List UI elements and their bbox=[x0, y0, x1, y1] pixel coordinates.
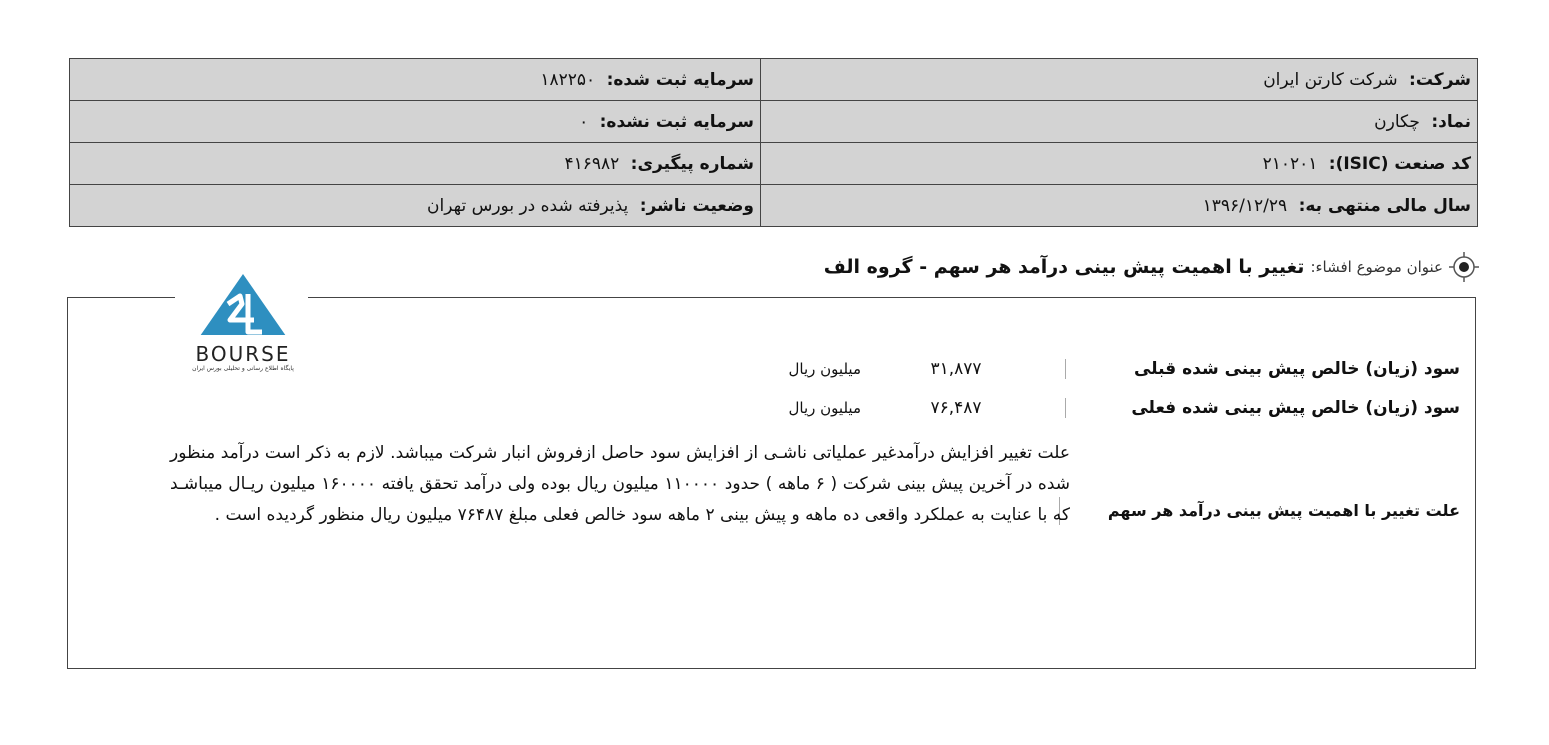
tracking-cell bbox=[70, 143, 761, 185]
reason-label: علت تغییر با اهمیت پیش بینی درآمد هر سهم bbox=[1059, 497, 1462, 525]
bourse-logo-word: BOURSE bbox=[195, 342, 291, 366]
box-top-border-left bbox=[67, 297, 175, 298]
unregistered-capital-label: سرمایه ثبت نشده: bbox=[599, 111, 754, 132]
current-forecast-unit: میلیون ریال bbox=[788, 399, 861, 417]
previous-forecast-label: سود (زیان) خالص پیش بینی شده قبلی bbox=[1065, 359, 1462, 379]
unregistered-capital-cell bbox=[70, 101, 761, 143]
fiscal-year-cell bbox=[761, 185, 1478, 227]
publisher-status-label: وضعیت ناشر: bbox=[639, 195, 754, 216]
isic-cell bbox=[761, 143, 1478, 185]
disclosure-title: تغییر با اهمیت پیش بینی درآمد هر سهم - گروه الف bbox=[823, 256, 1305, 278]
disclosure-title-row bbox=[824, 248, 1479, 286]
tracking-value: ۴۱۶۹۸۲ bbox=[564, 153, 620, 174]
company-cell bbox=[761, 59, 1478, 101]
crosshair-icon bbox=[1449, 252, 1479, 282]
current-forecast-value: ۷۶,۴۸۷ bbox=[930, 398, 982, 418]
bourse-logo-subtitle: پایگاه اطلاع رسانی و تحلیلی بورس ایران bbox=[192, 365, 294, 372]
bourse-logo bbox=[176, 270, 310, 380]
registered-capital-cell bbox=[70, 59, 761, 101]
previous-forecast-value: ۳۱,۸۷۷ bbox=[930, 359, 982, 379]
company-label: شرکت: bbox=[1409, 69, 1471, 90]
unregistered-capital-value: ۰ bbox=[579, 111, 589, 132]
publisher-status-value: پذیرفته شده در بورس تهران bbox=[427, 195, 629, 216]
box-top-border-right bbox=[308, 297, 1476, 298]
tracking-label: شماره پیگیری: bbox=[630, 153, 754, 174]
current-forecast-label: سود (زیان) خالص پیش بینی شده فعلی bbox=[1065, 398, 1462, 418]
symbol-cell bbox=[761, 101, 1478, 143]
reason-text: علت تغییر افزایش درآمدغیر عملیاتی ناشـی از افزایش سود حاصل ازفروش انبار شرکت میباشد. لازم به ذکر است درآمد منظور شده در آخرین پیش بینی شرکت ( ۶ ماهه ) حدود ۱۱۰۰۰۰ میلیون ریال بوده ولی درآمد تحقق یافته ۱۶۰۰۰۰ میلیون ریـال میباشـد که با عنایت به عملکرد واقعی ده ماهه و پیش بینی ۲ ماهه سود خالص فعلی مبلغ ۷۶۴۸۷ میلیون ریال منظور گردیده است . bbox=[170, 443, 1071, 525]
company-info-table bbox=[69, 58, 1478, 227]
current-forecast-row bbox=[789, 394, 1462, 422]
fiscal-year-value: ۱۳۹۶/۱۲/۲۹ bbox=[1202, 195, 1288, 216]
company-value: شرکت کارتن ایران bbox=[1263, 69, 1398, 90]
symbol-value: چکارن bbox=[1374, 111, 1420, 132]
bourse-logo-mark bbox=[176, 270, 310, 340]
previous-forecast-unit: میلیون ریال bbox=[788, 360, 861, 378]
isic-label: کد صنعت (ISIC): bbox=[1328, 153, 1471, 174]
previous-forecast-row bbox=[789, 355, 1462, 383]
publisher-status-cell bbox=[70, 185, 761, 227]
registered-capital-label: سرمایه ثبت شده: bbox=[606, 69, 754, 90]
registered-capital-value: ۱۸۲۲۵۰ bbox=[540, 69, 596, 90]
symbol-label: نماد: bbox=[1431, 111, 1471, 132]
isic-value: ۲۱۰۲۰۱ bbox=[1262, 153, 1318, 174]
disclosure-prefix: عنوان موضوع افشاء: bbox=[1310, 258, 1443, 276]
fiscal-year-label: سال مالی منتهی به: bbox=[1298, 195, 1471, 216]
